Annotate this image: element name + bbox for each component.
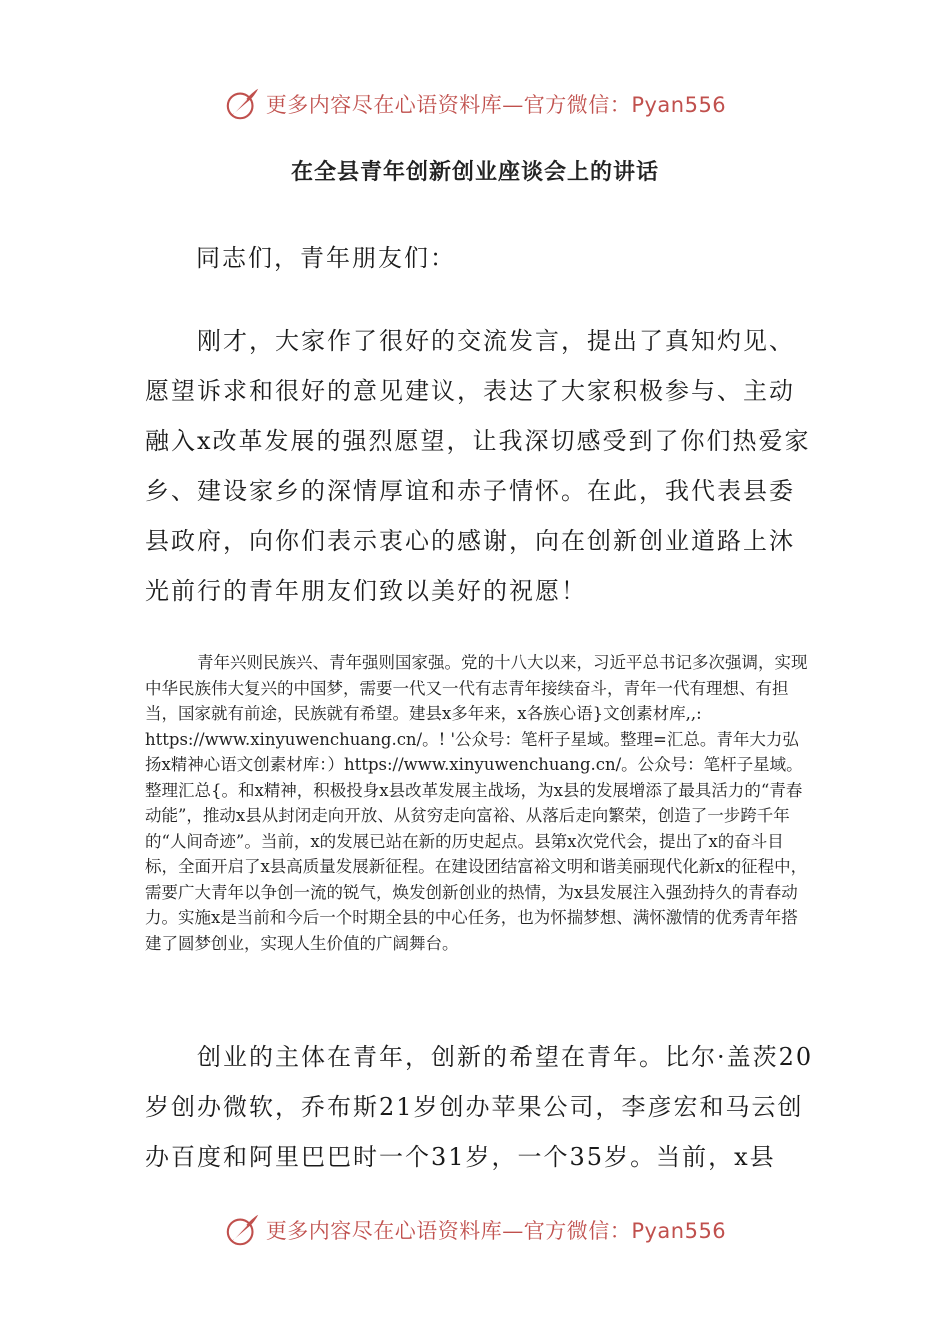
paragraph-2: 青年兴则民族兴、青年强则国家强。党的十八大以来，习近平总书记多次强调，实现中华民族伟大复兴的中国梦，需要一代又一代有志青年接续奋斗，青年一代有理想、有担当，国家就有前途，民族就有希望。建县x多年来，x各族心语}文创素材库,,: https://www.xinyuwenchuang.cn/。! '公众号：笔杆子星域。整理=汇总。青年大力弘扬x精神心语文创素材库：）https://www.xinyuwenchuang.cn/。公众号：笔杆子星域。整理汇总{。和x精神，积极投身x县改革发展主战场，为x县的发展增添了最具活力的“青春动能”，推动x县从封闭走向开放、从贫穷走向富裕、从落后走向繁荣，创造了一步跨千年的“人间奇迹”。当前，x的发展已站在新的历史起点。县第x次党代会，提出了x的奋斗目标，全面开启了x县高质量发展新征程。在建设团结富裕文明和谐美丽现代化新x的征程中，需要广大青年以争创一流的锐气，焕发创新创业的热情，为x县发展注入强劲持久的青春动力。实施x是当前和今后一个时期全县的中心任务，也为怀揣梦想、满怀激情的优秀青年搭建了圆梦创业，实现人生价值的广阔舞台。 (145, 653, 808, 953)
paragraph-1: 刚才，大家作了很好的交流发言，提出了真知灼见、愿望诉求和很好的意见建议，表达了大家积极参与、主动融入x改革发展的强烈愿望，让我深切感受到了你们热爱家乡、建设家乡的深情厚谊和赤子情怀。在此，我代表县委县政府，向你们表示衷心的感谢，向在创新创业道路上沐光前行的青年朋友们致以美好的祝愿！ (145, 327, 811, 605)
footer-banner (0, 1210, 950, 1250)
document-title: 在全县青年创新创业座谈会上的讲话 (290, 160, 659, 185)
paragraph-3: 创业的主体在青年，创新的希望在青年。比尔·盖茨20岁创办微软，乔布斯21岁创办苹果公司，李彦宏和马云创办百度和阿里巴巴时一个31岁，一个35岁。当前，x县 (145, 1043, 814, 1171)
quill-logo-icon (224, 1211, 262, 1249)
footer-banner-text: 更多内容尽在心语资料库—官方微信：Pyan556 (265, 1219, 727, 1243)
footer-wechat-id: Pyan556 (631, 1219, 727, 1243)
quill-logo-icon (224, 85, 262, 123)
salutation: 同志们，青年朋友们： (196, 244, 456, 272)
header-banner (0, 84, 950, 124)
header-banner-text: 更多内容尽在心语资料库—官方微信：Pyan556 (265, 93, 727, 117)
header-wechat-id: Pyan556 (631, 93, 727, 117)
